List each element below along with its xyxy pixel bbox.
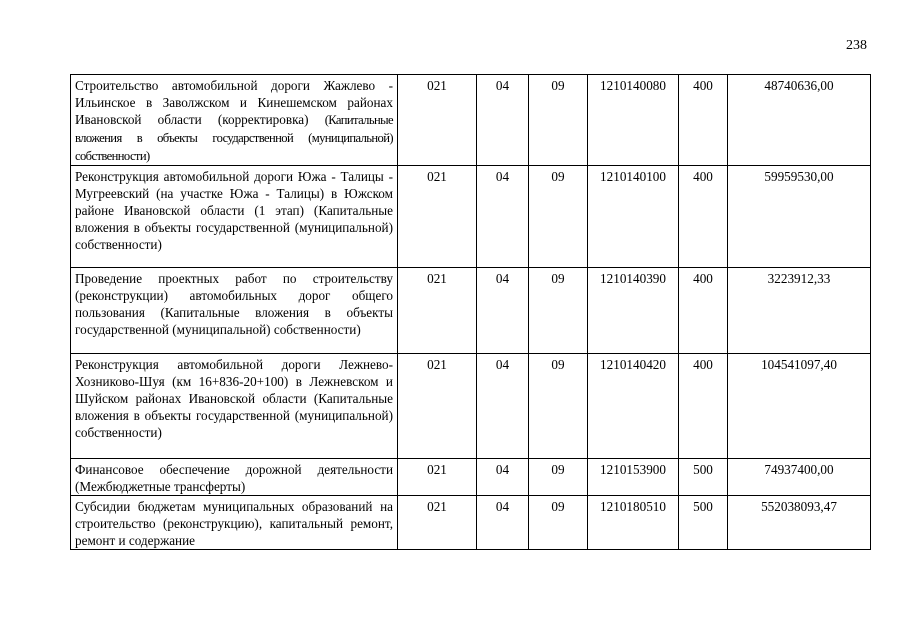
row-description: Проведение проектных работ по строительству (реконструкции) автомобильных дорог общего пользования (Капитальные вложения в объекты государственной (муниципальной) собственности) bbox=[71, 268, 398, 354]
budget-table bbox=[70, 74, 871, 550]
target-article-code: 1210140390 bbox=[588, 268, 679, 354]
ministry-code: 021 bbox=[398, 496, 477, 550]
ministry-code: 021 bbox=[398, 75, 477, 166]
target-article-code: 1210140080 bbox=[588, 75, 679, 166]
section-code: 04 bbox=[477, 496, 529, 550]
ministry-code: 021 bbox=[398, 354, 477, 459]
section-code: 04 bbox=[477, 354, 529, 459]
row-description: Реконструкция автомобильной дороги Лежнево-Хозниково-Шуя (км 16+836-20+100) в Лежневском и Шуйском районах Ивановской области (Капитальные вложения в объекты государственной (муниципальной) собственности) bbox=[71, 354, 398, 459]
target-article-code: 1210153900 bbox=[588, 459, 679, 496]
table-row bbox=[71, 268, 871, 354]
table-row bbox=[71, 75, 871, 166]
page-number: 238 bbox=[846, 38, 867, 53]
expense-type-code: 400 bbox=[679, 75, 728, 166]
amount: 74937400,00 bbox=[728, 459, 871, 496]
section-code: 04 bbox=[477, 166, 529, 268]
expense-type-code: 400 bbox=[679, 268, 728, 354]
expense-type-code: 400 bbox=[679, 354, 728, 459]
section-code: 04 bbox=[477, 268, 529, 354]
expense-type-code: 400 bbox=[679, 166, 728, 268]
table-row bbox=[71, 166, 871, 268]
row-description: Реконструкция автомобильной дороги Южа - Талицы - Мугреевский (на участке Южа - Талицы) в Южском районе Ивановской области (1 этап) (Капитальные вложения в объекты государственной (муниципальной) собственности) bbox=[71, 166, 398, 268]
section-code: 04 bbox=[477, 459, 529, 496]
row-description: Финансовое обеспечение дорожной деятельности (Межбюджетные трансферты) bbox=[71, 459, 398, 496]
amount: 552038093,47 bbox=[728, 496, 871, 550]
ministry-code: 021 bbox=[398, 166, 477, 268]
row-description: Строительство автомобильной дороги Жажлево - Ильинское в Заволжском и Кинешемском районах Ивановской области (корректировка) (Капитальные вложения в объекты государственной (муниципальной) собственности) bbox=[71, 75, 398, 166]
subsection-code: 09 bbox=[529, 166, 588, 268]
subsection-code: 09 bbox=[529, 75, 588, 166]
amount: 59959530,00 bbox=[728, 166, 871, 268]
target-article-code: 1210140100 bbox=[588, 166, 679, 268]
ministry-code: 021 bbox=[398, 268, 477, 354]
expense-type-code: 500 bbox=[679, 459, 728, 496]
target-article-code: 1210180510 bbox=[588, 496, 679, 550]
table-row bbox=[71, 459, 871, 496]
subsection-code: 09 bbox=[529, 268, 588, 354]
expense-type-code: 500 bbox=[679, 496, 728, 550]
amount: 48740636,00 bbox=[728, 75, 871, 166]
table-row bbox=[71, 496, 871, 550]
subsection-code: 09 bbox=[529, 354, 588, 459]
ministry-code: 021 bbox=[398, 459, 477, 496]
section-code: 04 bbox=[477, 75, 529, 166]
amount: 3223912,33 bbox=[728, 268, 871, 354]
table-row bbox=[71, 354, 871, 459]
subsection-code: 09 bbox=[529, 496, 588, 550]
row-description: Субсидии бюджетам муниципальных образований на строительство (реконструкцию), капитальный ремонт, ремонт и содержание bbox=[71, 496, 398, 550]
amount: 104541097,40 bbox=[728, 354, 871, 459]
target-article-code: 1210140420 bbox=[588, 354, 679, 459]
subsection-code: 09 bbox=[529, 459, 588, 496]
